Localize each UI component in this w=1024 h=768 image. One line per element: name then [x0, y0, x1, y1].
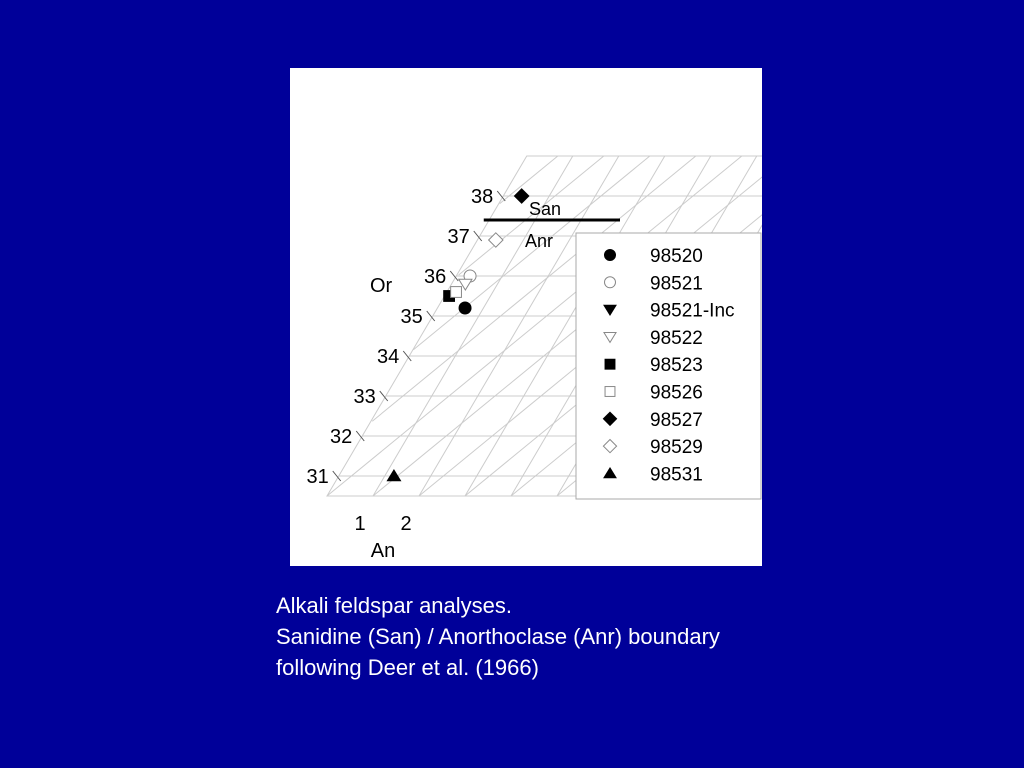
legend-label: 98523	[650, 355, 703, 377]
legend-marker-98523	[605, 359, 615, 369]
legend-label: 98529	[650, 437, 703, 459]
data-point-98527	[514, 189, 528, 203]
y-tick-label: 33	[353, 386, 376, 408]
y-tick-label: 36	[424, 266, 447, 288]
x-tick-label: 1	[354, 513, 366, 535]
data-point-98520	[459, 302, 471, 314]
figure-caption	[276, 590, 720, 683]
caption-line-2: Sanidine (San) / Anorthoclase (Anr) boundary	[276, 624, 720, 649]
legend-label: 98520	[650, 246, 703, 267]
san-label: San	[528, 199, 562, 219]
x-tick-label: 2	[400, 513, 412, 535]
caption-line-3: following Deer et al. (1966)	[276, 655, 539, 680]
anr-label: Anr	[524, 231, 554, 251]
legend-label: 98526	[650, 382, 703, 404]
legend-label: 98522	[650, 327, 703, 349]
y-tick-label: 32	[330, 426, 353, 448]
ternary-chart	[290, 68, 762, 566]
x-axis-label: An	[370, 540, 396, 562]
y-tick-label: 31	[306, 466, 329, 488]
data-point-98526	[451, 287, 462, 298]
legend-marker-98521	[605, 277, 616, 288]
legend-marker-98520	[605, 250, 616, 261]
legend-marker-98526	[605, 387, 615, 397]
legend-label: 98531	[650, 464, 703, 486]
legend-label: 98521-Inc	[650, 300, 735, 322]
y-tick-label: 35	[400, 306, 423, 328]
chart-panel	[290, 68, 762, 566]
y-axis-label: Or	[370, 275, 393, 297]
legend-label: 98527	[650, 409, 703, 431]
y-tick-label: 37	[447, 226, 470, 248]
caption-line-1: Alkali feldspar analyses.	[276, 593, 513, 618]
y-tick-label: 34	[377, 346, 400, 368]
legend-label: 98521	[650, 273, 703, 295]
data-point-98529	[489, 233, 503, 247]
y-tick-label: 38	[471, 186, 494, 208]
